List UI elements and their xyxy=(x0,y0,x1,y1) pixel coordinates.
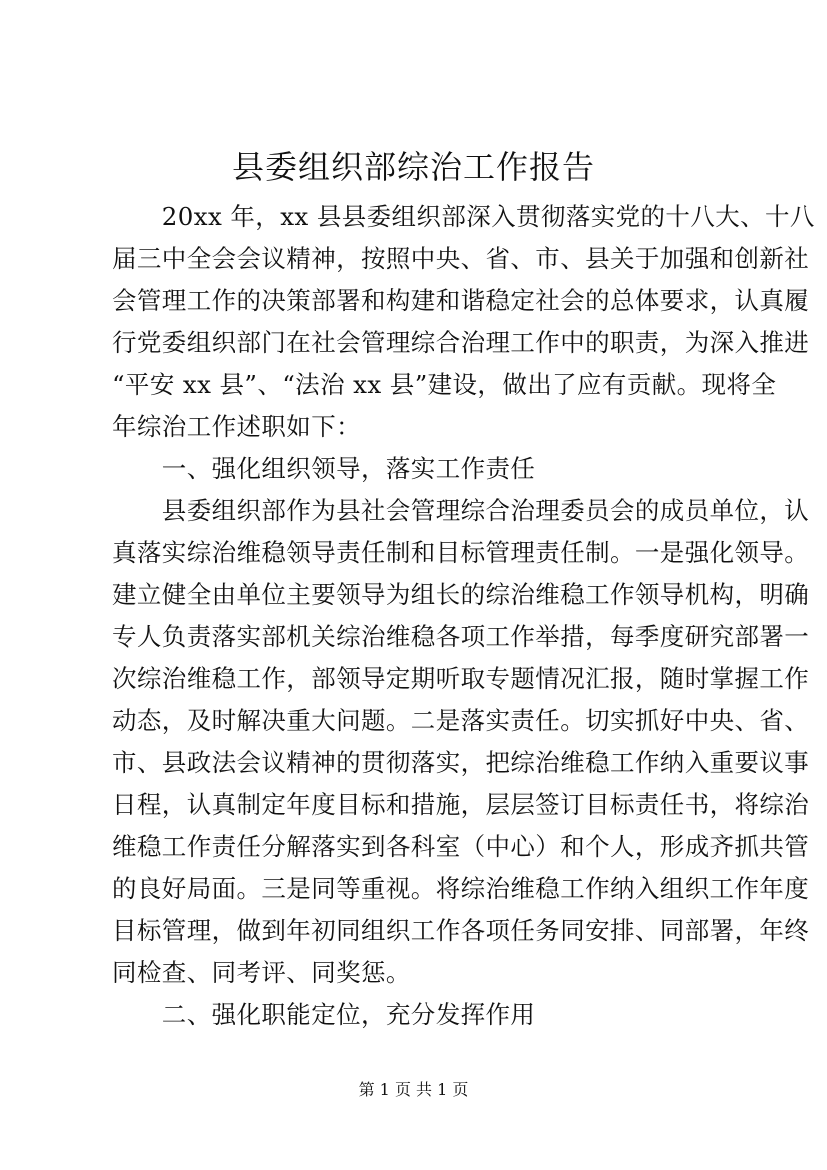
body-line: 年综治工作述职如下： xyxy=(112,412,361,441)
body-line: 建立健全由单位主要领导为组长的综治维稳工作领导机构，明确 xyxy=(112,580,810,609)
section-heading: 一、强化组织领导，落实工作责任 xyxy=(112,454,536,483)
body-line: 的良好局面。三是同等重视。将综治维稳工作纳入组织工作年度 xyxy=(112,874,810,903)
body-line: 会管理工作的决策部署和构建和谐稳定社会的总体要求，认真履 xyxy=(112,286,810,315)
body-line: 动态，及时解决重大问题。二是落实责任。切实抓好中央、省、 xyxy=(112,706,810,735)
body-line: 真落实综治维稳领导责任制和目标管理责任制。一是强化领导。 xyxy=(112,538,810,567)
section-heading: 二、强化职能定位，充分发挥作用 xyxy=(112,1000,536,1029)
body-line: 同检查、同考评、同奖惩。 xyxy=(112,958,411,987)
body-line: 日程，认真制定年度目标和措施，层层签订目标责任书，将综治 xyxy=(112,790,810,819)
body-line: 20xx 年，xx 县县委组织部深入贯彻落实党的十八大、十八 xyxy=(112,202,815,231)
body-line: 专人负责落实部机关综治维稳各项工作举措，每季度研究部署一 xyxy=(112,622,810,651)
body-line: 维稳工作责任分解落实到各科室（中心）和个人，形成齐抓共管 xyxy=(112,832,810,861)
page-footer: 第 1 页 共 1 页 xyxy=(358,1080,469,1099)
body-line: 行党委组织部门在社会管理综合治理工作中的职责，为深入推进 xyxy=(112,328,810,357)
body-line: “平安 xx 县”、“法治 xx 县”建设，做出了应有贡献。现将全 xyxy=(112,370,777,399)
document-title: 县委组织部综治工作报告 xyxy=(231,148,595,186)
body-line: 市、县政法会议精神的贯彻落实，把综治维稳工作纳入重要议事 xyxy=(112,748,810,777)
body-line: 次综治维稳工作，部领导定期听取专题情况汇报，随时掌握工作 xyxy=(112,664,810,693)
document-body xyxy=(112,196,815,1036)
body-line: 目标管理，做到年初同组织工作各项任务同安排、同部署，年终 xyxy=(112,916,810,945)
body-line: 县委组织部作为县社会管理综合治理委员会的成员单位，认 xyxy=(112,496,810,525)
body-line: 届三中全会会议精神，按照中央、省、市、县关于加强和创新社 xyxy=(112,244,810,273)
